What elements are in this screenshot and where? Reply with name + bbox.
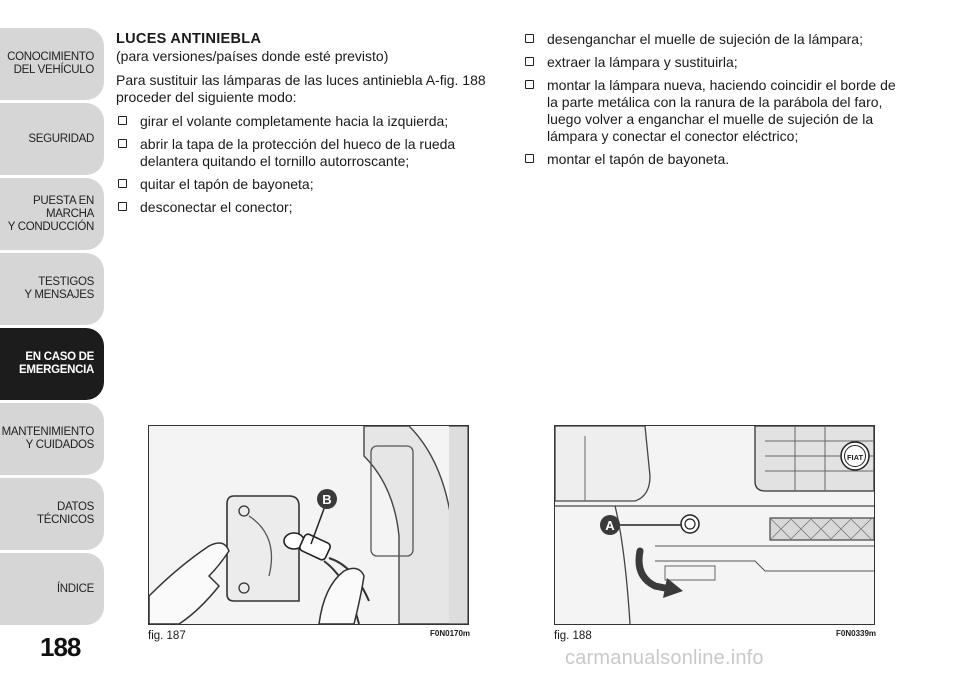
tab-mantenimiento-y-cuidados[interactable]: MANTENIMIENTO Y CUIDADOS (0, 403, 104, 475)
list-item (523, 151, 903, 168)
step-text: girar el volante completamente hacia la izquierda; (140, 113, 449, 129)
checkbox-bullet-icon (118, 179, 127, 188)
tab-seguridad[interactable]: SEGURIDAD (0, 103, 104, 175)
checkbox-bullet-icon (525, 154, 534, 163)
list-item (116, 136, 496, 170)
figure-188-caption: fig. 188 (554, 630, 592, 642)
figure-187 (148, 425, 469, 625)
page-number: 188 (40, 632, 81, 662)
checkbox-bullet-icon (118, 116, 127, 125)
checkbox-bullet-icon (118, 202, 127, 211)
figure-188 (554, 425, 875, 625)
callout-b-label: B (322, 492, 332, 507)
figure-187-caption: fig. 187 (148, 630, 186, 642)
step-text: montar la lámpara nueva, haciendo coincidir el borde de la parte metálica con la ranura de la parábola del faro, luego volver a enganchar el muelle de sujeción de la lámpara y conectar el conector eléctrico; (547, 77, 896, 144)
step-text: abrir la tapa de la protección del hueco de la rueda delantera quitando el tornillo autorroscante; (140, 136, 456, 169)
list-item (523, 77, 903, 145)
list-item (523, 54, 903, 71)
right-column (523, 31, 903, 174)
figure-188-code: F0N0339m (836, 629, 877, 638)
tab-indice[interactable]: ÍNDICE (0, 553, 104, 625)
callout-a-label: A (605, 518, 615, 533)
list-item (116, 199, 496, 216)
list-item (523, 31, 903, 48)
step-text: desconectar el conector; (140, 199, 293, 215)
checkbox-bullet-icon (525, 80, 534, 89)
checkbox-bullet-icon (525, 34, 534, 43)
section-subheading: (para versiones/países donde esté previsto) (116, 48, 389, 64)
section-heading: LUCES ANTINIEBLA (116, 31, 262, 47)
left-column (116, 31, 496, 222)
step-text: montar el tapón de bayoneta. (547, 151, 730, 167)
fog-lamp-connector-illustration (149, 426, 468, 624)
tab-datos-tecnicos[interactable]: DATOS TÉCNICOS (0, 478, 104, 550)
intro-paragraph: Para sustituir las lámparas de las luces antiniebla A-fig. 188 proceder del siguiente modo: (116, 72, 486, 105)
tab-testigos-y-mensajes[interactable]: TESTIGOS Y MENSAJES (0, 253, 104, 325)
checkbox-bullet-icon (525, 57, 534, 66)
list-item (116, 176, 496, 193)
tab-conocimiento-del-vehiculo[interactable]: CONOCIMIENTO DEL VEHÍCULO (0, 28, 104, 100)
step-text: desenganchar el muelle de sujeción de la lámpara; (547, 31, 863, 47)
checkbox-bullet-icon (118, 139, 127, 148)
figure-187-code: F0N0170m (430, 629, 471, 638)
watermark: carmanualsonline.info (565, 647, 764, 669)
fog-lamp-bumper-illustration (555, 426, 874, 624)
tab-en-caso-de-emergencia[interactable]: EN CASO DE EMERGENCIA (0, 328, 104, 400)
list-item (116, 113, 496, 130)
tab-puesta-en-marcha[interactable]: PUESTA EN MARCHA Y CONDUCCIÓN (0, 178, 104, 250)
step-text: extraer la lámpara y sustituirla; (547, 54, 738, 70)
fiat-badge-text: FIAT (846, 453, 864, 462)
step-text: quitar el tapón de bayoneta; (140, 176, 314, 192)
